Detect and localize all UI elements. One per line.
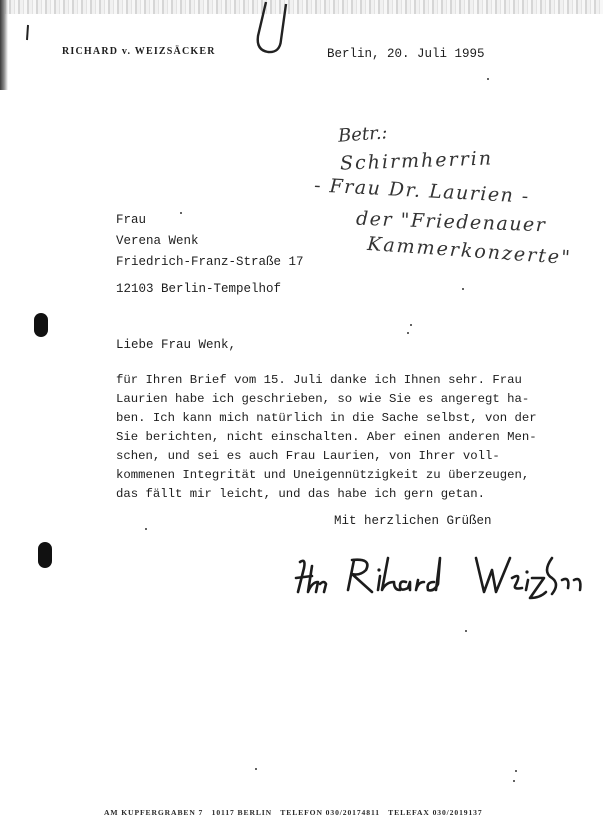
letterhead-footer: AM KUPFERGRABEN 7 10117 BERLIN TELEFON 030/20174811 TELEFAX 030/2019137 bbox=[104, 808, 483, 817]
signature-image bbox=[290, 548, 590, 608]
scan-noise-strip bbox=[0, 0, 603, 14]
recipient-address bbox=[116, 210, 304, 273]
recipient-postal-line: 12103 Berlin-Tempelhof bbox=[116, 282, 282, 296]
scan-speck bbox=[487, 78, 489, 80]
body-line: ben. Ich kann mich natürlich in die Sache selbst, von der bbox=[116, 411, 537, 425]
recipient-line-3: Friedrich-Franz-Straße 17 bbox=[116, 255, 304, 269]
closing-line: Mit herzlichen Grüßen bbox=[334, 514, 492, 528]
handwritten-line-3: - Frau Dr. Laurien - bbox=[313, 174, 531, 208]
letterhead-name: RICHARD v. WEIZSÄCKER bbox=[62, 46, 216, 57]
punch-hole-bottom bbox=[38, 542, 52, 568]
date-line: Berlin, 20. Juli 1995 bbox=[327, 47, 485, 61]
handwritten-line-4: der "Friedenauer bbox=[355, 207, 547, 237]
body-line: für Ihren Brief vom 15. Juli danke ich Ihnen sehr. Frau bbox=[116, 373, 522, 387]
scan-speck bbox=[465, 630, 467, 632]
scan-speck bbox=[410, 324, 412, 326]
handwritten-line-1: Betr.: bbox=[337, 122, 389, 147]
body-line: kommenen Integrität und Uneigennützigkeit zu überzeugen, bbox=[116, 468, 530, 482]
handwritten-line-2: Schirmherrin bbox=[339, 147, 494, 175]
scan-speck bbox=[462, 288, 464, 290]
scan-speck bbox=[407, 332, 409, 334]
scan-speck bbox=[515, 770, 517, 772]
letter-body bbox=[116, 371, 537, 504]
clip-mark-icon bbox=[250, 0, 290, 56]
scan-speck bbox=[513, 780, 515, 782]
recipient-line-1: Frau bbox=[116, 213, 147, 227]
body-line: schen, und sei es auch Frau Laurien, von Ihrer voll- bbox=[116, 449, 500, 463]
punch-hole-top bbox=[34, 313, 48, 337]
body-line: Sie berichten, nicht einschalten. Aber einen anderen Men- bbox=[116, 430, 537, 444]
recipient-line-2: Verena Wenk bbox=[116, 234, 199, 248]
handwritten-line-5: Kammerkonzerte" bbox=[366, 232, 573, 270]
scan-speck bbox=[180, 212, 182, 214]
scan-speck bbox=[145, 528, 147, 530]
salutation: Liebe Frau Wenk, bbox=[116, 338, 237, 352]
scan-edge-shadow bbox=[0, 0, 8, 90]
margin-tick-icon bbox=[24, 24, 32, 42]
scan-speck bbox=[255, 768, 257, 770]
body-line: das fällt mir leicht, und das habe ich gern getan. bbox=[116, 487, 485, 501]
body-line: Laurien habe ich geschrieben, so wie Sie es angeregt ha- bbox=[116, 392, 530, 406]
